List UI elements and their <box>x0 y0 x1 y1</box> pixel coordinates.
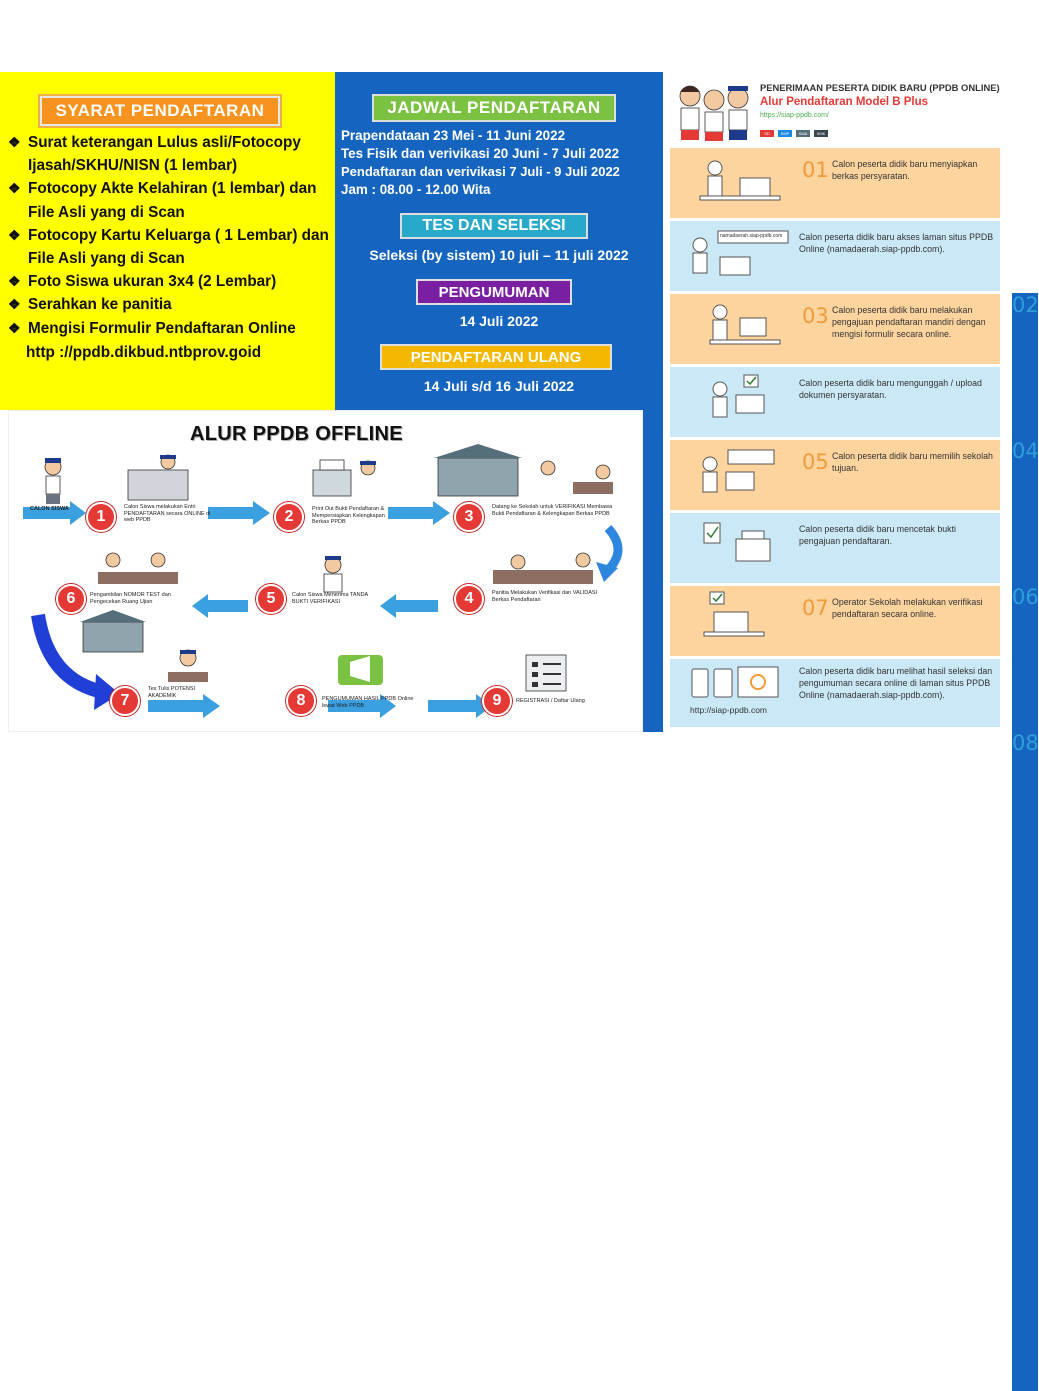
requirement-item: ❖ Serahkan ke panitia <box>6 293 334 316</box>
flow-arrow-icon <box>23 501 86 525</box>
requirements-title: SYARAT PENDAFTARAN <box>40 96 280 126</box>
step-number: 02 <box>1012 293 1038 953</box>
browser-address: namadaerah.siap-ppdb.com <box>720 233 783 239</box>
diamond-bullet-icon: ❖ <box>8 180 21 197</box>
receipt-student-icon <box>324 556 342 592</box>
online-step-row <box>670 586 1000 656</box>
schedule-line: Prapendataan 23 Mei - 11 Juni 2022 <box>341 128 566 143</box>
test-number-desk-icon <box>98 553 178 584</box>
test-selection-title: TES DAN SELEKSI <box>400 213 588 239</box>
step-number: 03 <box>802 304 829 328</box>
schedule-line: Pendaftaran dan verivikasi 7 Juli - 9 Juli 2022 <box>341 164 620 179</box>
calon-siswa-label: CALON SISWA <box>30 506 69 512</box>
schedule-line: Jam : 08.00 - 12.00 Wita <box>341 182 491 197</box>
registration-form-icon <box>526 655 566 691</box>
computer-user-icon <box>128 455 188 500</box>
diamond-bullet-icon: ❖ <box>8 319 21 336</box>
step-number: 5 <box>256 584 286 614</box>
step-text: Operator Sekolah melakukan verifikasi pendaftaran secara online. <box>832 597 983 619</box>
step-number: 04 <box>1012 439 1038 1099</box>
step-number: 3 <box>454 502 484 532</box>
level-tag: SMP <box>778 130 792 137</box>
step-number: 01 <box>802 158 829 182</box>
step-illustration <box>670 440 795 510</box>
step-number: 6 <box>56 584 86 614</box>
step-text: Panitia Melakukan Verifikasi dan VALIDASI Berkas Pendaftaran <box>492 590 598 603</box>
step-text: Calon peserta didik baru melihat hasil seleksi dan pengumuman secara online di laman situs PPDB Online (namadaerah.siap-ppdb.com). <box>799 666 993 700</box>
flow-arrow-icon <box>192 594 248 618</box>
step-number: 05 <box>802 450 829 474</box>
step-illustration <box>670 148 795 218</box>
schedule-line: Tes Fisik dan verivikasi 20 Juni - 7 Juli 2022 <box>341 146 620 161</box>
step-number: 1 <box>86 502 116 532</box>
students-mascot-icon <box>672 78 754 142</box>
written-test-icon <box>168 650 208 682</box>
step-text: PENGUMUMAN HASIL PPDB Online lewat Web PPDB <box>322 696 414 709</box>
step-number: 06 <box>1012 585 1038 1245</box>
announcement-megaphone-icon <box>338 655 383 685</box>
level-tag: SMK <box>814 130 828 137</box>
online-header: PENERIMAAN PESERTA DIDIK BARU (PPDB ONLINE) <box>760 82 1000 93</box>
level-tags <box>760 130 828 137</box>
flow-arrow-icon <box>208 501 270 525</box>
step-text: Calon peserta didik baru melakukan pengajuan pendaftaran mandiri dengan mengisi formulir secara online. <box>832 305 986 339</box>
step-illustration <box>670 294 795 364</box>
step-text: Tes Tulis POTENSI AKADEMIK <box>148 686 196 699</box>
requirement-item: ❖ Foto Siswa ukuran 3x4 (2 Lembar) <box>6 270 334 293</box>
step-number: 08 <box>1012 731 1038 1391</box>
step-illustration <box>670 586 795 656</box>
online-step-row <box>670 294 1000 364</box>
online-step-row <box>670 148 1000 218</box>
online-subtitle: Alur Pendaftaran Model B Plus <box>760 96 929 108</box>
requirement-item: ❖ Surat keterangan Lulus asli/Fotocopy Ijasah/SKHU/NISN (1 lembar) <box>6 131 334 177</box>
online-url[interactable]: https://siap-ppdb.com/ <box>760 112 829 119</box>
step-text: Calon peserta didik baru menyiapkan berkas persyaratan. <box>832 159 978 181</box>
diamond-bullet-icon: ❖ <box>8 296 21 313</box>
school-building-icon <box>80 610 146 652</box>
offline-flow-title: ALUR PPDB OFFLINE <box>190 423 403 445</box>
flow-arrow-icon <box>380 594 438 618</box>
reregistration-title: PENDAFTARAN ULANG <box>380 344 612 370</box>
requirement-item: ❖ Fotocopy Akte Kelahiran (1 lembar) dan File Asli yang di Scan <box>6 177 334 223</box>
step-text: Calon peserta didik baru mencetak bukti pengajuan pendaftaran. <box>799 524 956 546</box>
verification-desk-icon <box>493 553 593 584</box>
announcement-date: 14 Juli 2022 <box>459 313 539 329</box>
step-text: Datang ke Sekolah untuk VERIFIKASI Membawa Bukti Pendaftaran & Kelengkapan Berkas PPDB <box>492 504 613 517</box>
diamond-bullet-icon: ❖ <box>8 273 21 290</box>
selection-date: Seleksi (by sistem) 10 juli – 11 juli 2022 <box>369 247 629 263</box>
step-number: 7 <box>110 686 140 716</box>
requirements-list <box>6 131 334 340</box>
step-illustration <box>670 659 795 727</box>
online-step-row <box>670 659 1039 755</box>
printer-icon <box>313 460 376 496</box>
registration-link[interactable]: http ://ppdb.dikbud.ntbprov.goid <box>26 344 262 361</box>
step-number: 07 <box>802 596 829 620</box>
step-illustration <box>670 221 795 291</box>
requirement-item: ❖ Fotocopy Kartu Keluarga ( 1 Lembar) dan File Asli yang di Scan <box>6 224 334 270</box>
level-tag: SD <box>760 130 774 137</box>
reregistration-date: 14 Juli s/d 16 Juli 2022 <box>423 378 575 394</box>
requirement-item: ❖ Mengisi Formulir Pendaftaran Online <box>6 317 334 340</box>
step-text: REGISTRASI / Daftar Ulang <box>516 698 585 704</box>
school-building-icon <box>434 444 613 496</box>
diamond-bullet-icon: ❖ <box>8 226 21 243</box>
step-illustration <box>670 513 795 583</box>
step-text: Calon peserta didik baru memilih sekolah tujuan. <box>832 451 993 473</box>
step-illustration <box>670 367 795 437</box>
diamond-bullet-icon: ❖ <box>8 134 21 150</box>
step-number: 8 <box>286 686 316 716</box>
step-number: 2 <box>274 502 304 532</box>
schedule-title: JADWAL PENDAFTARAN <box>372 94 616 122</box>
step-text: Pengambilan NOMOR TEST dan Pengecekan Ruang Ujian <box>90 592 171 605</box>
footer-url[interactable]: http://siap-ppdb.com <box>690 705 768 715</box>
step-text: Print Out Bukti Pendaftaran & Mempersiapkan Kelengkapan Berkas PPDB <box>312 506 385 525</box>
step-text: Calon Siswa Menerima TANDA BUKTI VERIFIKASI <box>292 592 368 605</box>
curved-arrow-icon <box>608 528 618 570</box>
offline-flow-diagram <box>8 410 643 732</box>
step-number: 4 <box>454 584 484 614</box>
step-text: Calon peserta didik baru akses laman situs PPDB Online (namadaerah.siap-ppdb.com). <box>799 232 994 254</box>
online-step-row <box>670 440 1000 510</box>
step-number: 9 <box>482 686 512 716</box>
step-text: Calon Siswa melakukan Entri PENDAFTARAN secara ONLINE di web PPDB <box>124 504 211 523</box>
student-figure-icon <box>45 458 61 504</box>
announcement-title: PENGUMUMAN <box>416 279 572 305</box>
step-text: Calon peserta didik baru mengunggah / upload dokumen persyaratan. <box>799 378 982 400</box>
level-tag: SMA <box>796 130 810 137</box>
